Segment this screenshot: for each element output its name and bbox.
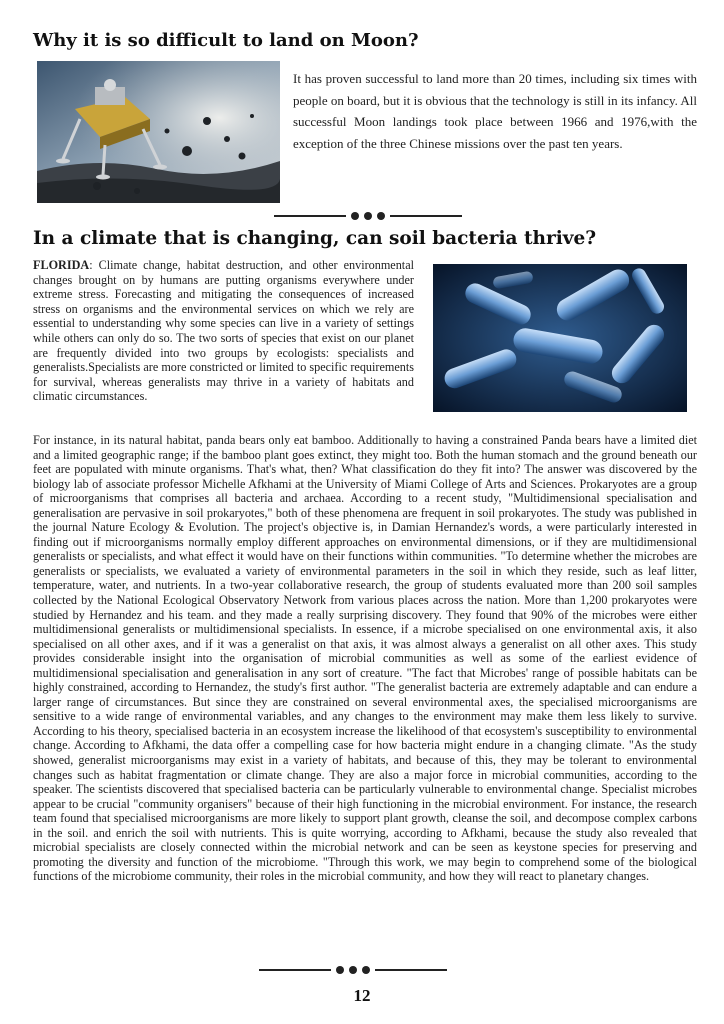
page-number: 12 — [353, 986, 371, 1005]
lead-text: : Climate change, habitat destruction, and other environmental changes brought on by humans are putting organisms everywhere under extreme stress. Forecasting and mitigating the consequences of increased stress on organisms and the environmental services on which we rely are essential to understanding why some species can live in a variety of settings while others can only do so. The two sorts of species that exist on our planet are frequently divided into two groups by ecologists: specialists and generalists.Specialists are more constricted or limited to specific requirements for survival, whereas generalists may thrive in a variety of habitats and climatic circumstances. — [33, 258, 414, 404]
footer-divider — [259, 966, 447, 974]
bacteria-article-title: In a climate that is changing, can soil bacteria thrive? — [33, 228, 597, 249]
bacteria-image — [433, 264, 687, 412]
bacteria-article-lead — [33, 258, 414, 404]
moon-lander-image — [37, 61, 280, 203]
moon-article-title: Why it is so difficult to land on Moon? — [33, 30, 419, 51]
dateline: FLORIDA — [33, 258, 90, 272]
bacteria-article-body: For instance, in its natural habitat, panda bears only eat bamboo. Additionally to having a constrained Panda bears have a limited diet and a limited geographic range; if the bamboo plant goes extinct, they might too. Both the human stomach and the ground beneath our feet are populated with minute organisms. That's what, then? What classification do they fit into? The answer was discovered by the biology lab of associate professor Michelle Afkhami at the University of Miami College of Arts and Sciences. Prokaryotes are a group of microorganisms that comprises all bacteria and archaea. According to a recent study, "Multidimensional specialisation and generalisation are pervasive in soil prokaryotes," both of these phenomena are frequent in soil prokaryotes. The study was published in the journal Nature Ecology & Evolution. The project's objective is, in Damian Hernandez's words, a were particularly interested in finding out if microorganisms normally employ different approaches on environmental dimensions, or if they are multidimensional generalists or specialists, and what effect it would have on their functions within communities. "To determine whether the microbes are generalists or specialists, we evaluated a variety of environmental parameters in the soil in which they reside, such as leaf litter, temperature, water, and nutrients. In a two-year collaborative research, the group of students evaluated more than 200 soil samples collected by the National Ecological Observatory Network from various places across the nation. More than 1,200 prokaryotes were studied by Hernandez and his team. and they made a really surprising discovery. They found that 90% of the microbes were either multidimensional generalists or multidimensional specialists. In essence, if a microbe specialised on one environmental axis, it also specialised on all other axes, and if it was a generalist on that axis, it was almost always a generalist on all other axes. This study provides considerable insight into the organisation of microbial communities as well as some of the earliest evidence of multidimensional specialisation and generalisation in any sort of creature. "The fact that Microbes' range of possible habitats can be highly constrained, according to Hernandez, the study's first author. "The generalist bacteria are extremely adaptable and can endure a larger range of circumstances. But since they are constrained on several environmental axes, the specialised microorganisms are sensitive to a wide range of environmental variables, and any changes to the environment may make them less likely to survive. According to his theory, specialised bacteria in an ecosystem increase the likelihood of that ecosystem's susceptibility to environmental change. According to Afkhami, the data offer a compelling case for how bacteria might endure in a changing climate. "As the study showed, generalist microorganisms may exist in a variety of habitats, and because of this, they may be tolerant to environmental changes such as habitat fragmentation or climate change. They are also a major force in microbial communities, according to the speaker. The scientists discovered that specialised bacteria can be particularly vulnerable to environmental change. Specialist microbes appear to be crucial "community organisers" because of their high functioning in the microbial environment. For instance, the research team found that specialised microorganisms are more likely to support plant growth, cleanse the soil, and decompose complex carbons in the soil. and enrich the soil with nutrients. This is quite worrying, according to Afkhami, because the study also revealed that microbial specialists are closely connected within the microbial network and can be seen as keystone species for preserving and promoting the diversity and function of the microbiome. "Through this work, we may begin to comprehend some of the biological functions of the microbiome community, their roles in the microbial community, and how they will react to planetary changes. — [33, 433, 697, 884]
section-divider — [274, 212, 462, 220]
moon-article-body: It has proven successful to land more than 20 times, including six times with people on board, but it is obvious that the technology is still in its infancy. All successful Moon landings took place between 1966 and 1976,with the exception of the three Chinese missions over the past ten years. — [293, 71, 697, 151]
